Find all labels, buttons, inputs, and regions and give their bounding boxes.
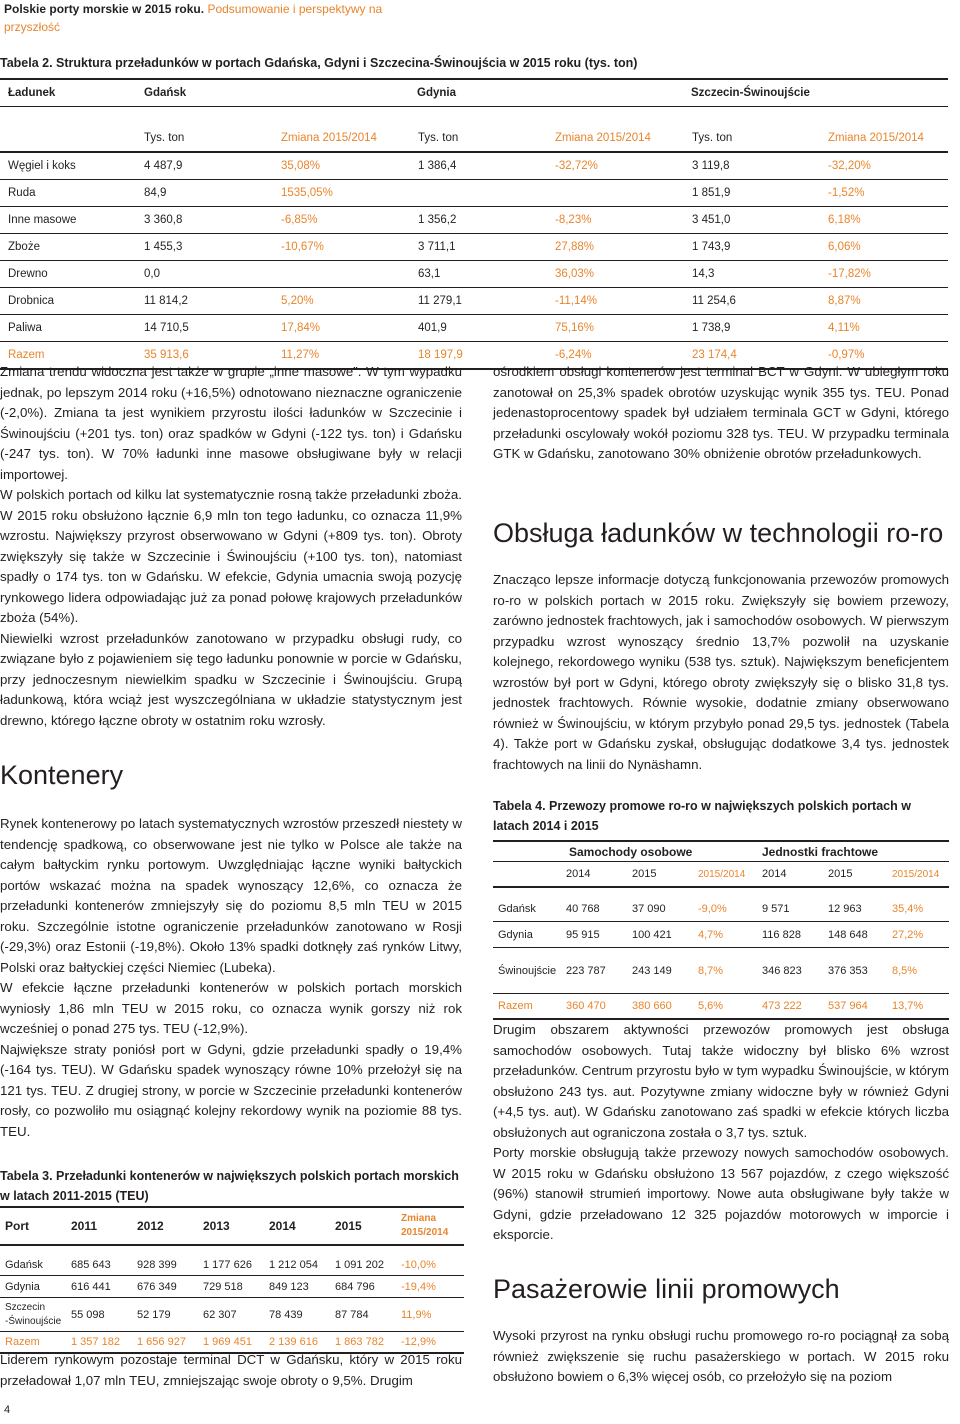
- running-subtitle: Podsumowanie i perspektywy na przyszłość: [4, 2, 383, 34]
- table4-cell: 100 421: [632, 928, 672, 941]
- table4-cell: 13,7%: [892, 1000, 924, 1012]
- table4-cell: 346 823: [762, 964, 802, 977]
- table2-cell: 4,11%: [828, 322, 860, 334]
- right-column-end: [493, 1326, 949, 1388]
- table3-cell: -12,9%: [401, 1336, 436, 1348]
- table4-subheader-cell: 2015: [828, 868, 853, 880]
- table3-cell: 729 518: [203, 1280, 243, 1293]
- table2-cell: -32,72%: [555, 160, 598, 172]
- table3-cell: 616 441: [71, 1280, 111, 1293]
- table3-cell: 1 357 182: [71, 1336, 120, 1348]
- table2-row-label: Zboże: [8, 241, 40, 253]
- table4-row: [493, 896, 949, 922]
- table2-cell: 1 738,9: [692, 322, 731, 334]
- table2-cell: -6,85%: [281, 214, 318, 226]
- section-heading-kontenery: Kontenery: [0, 760, 124, 790]
- table2-cell: 3 711,1: [418, 241, 456, 253]
- page-number: 4: [4, 1404, 11, 1416]
- table4-cell: 473 222: [762, 1000, 802, 1012]
- paragraph: Największe straty poniósł port w Gdyni, gdzie przeładunki spadły o 19,4% (-164 tys. TEU). W Gdańsku spadek wynoszący równe 10% przełożył się na 121 tys. TEU. Z drugiej strony, w porcie w Szczecinie przeładunki kontenerów rosły, co pozwoliło mu osiągnąć kolejny rekordowy wynik na poziomie 88 tys. TEU.: [0, 1041, 462, 1139]
- table3-cell: 1 177 626: [203, 1258, 252, 1271]
- table3-cell: 1 863 782: [335, 1336, 384, 1348]
- table2-cell: 17,84%: [281, 322, 321, 334]
- table3-cell: 87 784: [335, 1308, 369, 1321]
- table2-row-label: Ruda: [8, 187, 36, 199]
- paragraph: Liderem rynkowym pozostaje terminal DCT w Gdańsku, który w 2015 roku przeładował 1,07 mln TEU, zmniejszając swoje obroty o 9,5%. Drugim: [0, 1352, 462, 1388]
- table4-cell: 8,5%: [892, 964, 918, 977]
- left-column-end: [0, 1350, 462, 1391]
- table4-subheader-cell: 2015/2014: [698, 868, 746, 880]
- table2-row-label: Drewno: [8, 268, 48, 280]
- section-heading-pasazerowie: Pasażerowie linii promowych: [493, 1274, 840, 1304]
- table2-cell: -6,24%: [555, 349, 592, 361]
- table2-row-label: Drobnica: [8, 295, 55, 307]
- table3-cell: 684 796: [335, 1280, 375, 1293]
- paragraph: Zmiana trendu widoczna jest także w grupie „inne masowe”. W tym wypadku jednak, po lepszym 2014 roku (+16,5%) odnotowano nieznaczne ograniczenie (-2,0%). Zmiana ta jest wynikiem przyrostu ilości ładunków w Szczecinie i Świnoujściu (+201 tys. ton) oraz spadków w Gdyni (-122 tys. ton) i Gdańsku (-247 tys. ton). W 70% ładunki inne masowe obsługiwane były w relacji importowej.: [0, 364, 462, 482]
- table2-group: Gdańsk: [144, 87, 187, 99]
- table3-row: [0, 1276, 464, 1298]
- table3-row-label: Gdynia: [5, 1280, 40, 1293]
- table2-group: Gdynia: [417, 87, 456, 99]
- table4-cell: 376 353: [828, 964, 868, 977]
- table2-cell: 3 360,8: [144, 214, 183, 226]
- table2-cell: 11 279,1: [418, 295, 462, 307]
- table4-cell: 5,6%: [698, 1000, 724, 1012]
- table2-row: [0, 207, 948, 234]
- table2-cell: 14,3: [692, 268, 715, 280]
- table3-header-cell: 2011: [71, 1219, 98, 1233]
- table4-group-header: [493, 840, 949, 862]
- table4-subheader-cell: 2015: [632, 868, 657, 880]
- table3-cell: 1 969 451: [203, 1336, 252, 1348]
- paragraph: Porty morskie obsługują także przewozy nowych samochodów osobowych. W 2015 roku w Gdańsku obsłużono 13 567 pojazdów, z czego większość (96%) stanowił strumień importowy. Nowe auta obsługiwane były także w Gdyni, gdzie przeładowano 12 325 pojazdów motorowych w imporcie i eksporcie.: [493, 1145, 949, 1242]
- table2-cell: 3 119,8: [692, 160, 730, 172]
- table3-cell: 62 307: [203, 1308, 237, 1321]
- table4: [493, 840, 949, 1020]
- table3-header: [0, 1206, 464, 1246]
- section-heading-ro-ro: Obsługa ładunków w technologii ro-ro: [493, 518, 944, 548]
- table3-cell: 685 643: [71, 1258, 111, 1271]
- table3-row-label: Razem: [5, 1336, 40, 1348]
- table2-cell: 18 197,9: [418, 349, 463, 361]
- table2-cell: -10,67%: [281, 241, 324, 253]
- table3-cell: 849 123: [269, 1280, 309, 1293]
- table2-cell: 1 386,4: [418, 160, 457, 172]
- table3-header-cell: Zmiana 2015/2014: [401, 1213, 449, 1238]
- table3-header-cell: 2013: [203, 1219, 230, 1233]
- table2-cell: 11,27%: [281, 349, 320, 361]
- table2-cell: 1 455,3: [144, 241, 183, 253]
- table4-cell: -9,0%: [698, 902, 727, 915]
- table4-cell: 360 470: [566, 1000, 606, 1012]
- table4-cell: 37 090: [632, 902, 666, 915]
- table2-row-label: Inne masowe: [8, 214, 77, 226]
- table3-cell: 52 179: [137, 1308, 171, 1321]
- table2-cell: 35 913,6: [144, 349, 189, 361]
- table2-row-label: Paliwa: [8, 322, 42, 334]
- table3-cell: -10,0%: [401, 1258, 436, 1271]
- table2: [0, 78, 948, 370]
- table2-subheader-cell: Tys. ton: [418, 132, 459, 144]
- table4-cell: 9 571: [762, 902, 790, 915]
- table2-row: [0, 234, 948, 261]
- table2-cell: 0,0: [144, 268, 160, 280]
- table4-group: Jednostki frachtowe: [762, 844, 879, 859]
- right-column-bottom: [493, 1020, 949, 1246]
- running-title: Polskie porty morskie w 2015 roku.: [4, 2, 205, 16]
- table3-row-label: Szczecin -Świnoujście: [5, 1301, 62, 1327]
- paragraph: Znacząco lepsze informacje dotyczą funkcjonowania przewozów promowych ro-ro w polskich portach w 2015 roku. Zwiększyły się bowiem przewozy, zarówno jednostek frachtowych, jak i samochodów osobowych. W pierwszym przypadku wzrost wynoszący średnio 13,7% pozwolił na uzyskanie kolejnego, rekordowego wyniku (538 tys. sztuk). Największym beneficjentem wzrostów był port w Gdyni, którego obroty zwiększyły się o blisko 31,8 tys. jednostek frachtowych. Równie wysokie, dodatnie zmiany obserwowano również w Świnoujściu, w którym przybyło ponad 29,5 tys. jednostek (Tabela 4). Także port w Gdańsku zyskał, obsługując dodatkowe 3,4 tys. jednostek frachtowych na linii do Nynäshamn.: [493, 572, 949, 772]
- table2-cell: -17,82%: [828, 268, 871, 280]
- table2-group-header: [0, 78, 948, 107]
- table2-group: Szczecin-Świnoujście: [691, 87, 810, 99]
- table2-cell: 75,16%: [555, 322, 595, 334]
- table3-cell: 928 399: [137, 1258, 177, 1271]
- table2-cell: 6,18%: [828, 214, 861, 226]
- table3-cell: 78 439: [269, 1308, 303, 1321]
- paragraph: ośrodkiem obsługi kontenerów jest terminal BCT w Gdyni. W ubiegłym roku zanotował on 25,3% spadek obrotów uzyskując wynik 355 tys. TEU. Ponad jedenastoprocentowy spadek był udziałem terminala GCT w Gdyni, którego przeładunki oscylowały wokół poziomu 328 tys. TEU. W przypadku terminala GTK w Gdańsku, zanotowano 30% obniżenie obrotów przeładunkowych.: [493, 364, 949, 461]
- table4-row: [493, 994, 949, 1020]
- table4-caption: Tabela 4. Przewozy promowe ro-ro w największych polskich portach w latach 2014 i 2015: [493, 799, 911, 833]
- table2-cell: 11 814,2: [144, 295, 188, 307]
- paragraph: W polskich portach od kilku lat systematycznie rosną także przeładunki zboża. W 2015 roku obsłużono łącznie 6,9 mln ton tego ładunku, co oznacza 11,9% wzrostu. Największy przyrost obserwowano w Gdyni (+809 tys. ton). Obroty zwiększyły się także w Szczecinie i Świnoujściu (+100 tys. ton), natomiast spadły o 174 tys. ton w Gdańsku. W efekcie, Gdynia umacnia swoją pozycję rynkowego lidera odpowiadając już za ponad połowę krajowych przeładunków zboża (54%).: [0, 487, 462, 625]
- table2-row: [0, 153, 948, 180]
- table3-cell: 2 139 616: [269, 1336, 318, 1348]
- table4-cell: 27,2%: [892, 928, 924, 941]
- table3-header-cell: 2014: [269, 1219, 296, 1233]
- table2-cell: -32,20%: [828, 160, 871, 172]
- table4-cell: 4,7%: [698, 928, 724, 941]
- table2-caption: Tabela 2. Struktura przeładunków w portach Gdańska, Gdyni i Szczecina-Świnoujścia w 2015 roku (tys. ton): [0, 56, 638, 70]
- table2-cell: 6,06%: [828, 241, 861, 253]
- paragraph: Rynek kontenerowy po latach systematycznych wzrostów przeszedł niestety w tendencję spadkową, co obserwowane jest nie tylko w Polsce ale także na całym bałtyckim rynku portowym. Uwzględniając łączne wyniki bałtyckich portów wskazać można na spadek wynoszący 12,6%, co oznacza że przeładunki kontenerów zmniejszyły się do poziomu 8,5 mln TEU w 2015 roku. Szczególnie istotne ograniczenie przeładunków zanotowano w Rosji (-29,3%) oraz Estonii (-19,8%). Około 13% spadki dotknęły zaś rynków Litwy, Polski oraz bałtyckiej części Niemiec (Lubeka).: [0, 816, 462, 975]
- table2-row: [0, 180, 948, 207]
- left-column-top: [0, 362, 462, 731]
- paragraph: W efekcie łączne przeładunki kontenerów w polskich portach morskich wyniosły 1,86 mln TEU w 2015 roku, co oznacza wynik gorszy niż rok wcześniej o ponad 275 tys. TEU (-12,9%).: [0, 980, 462, 1036]
- table2-cell: 1 851,9: [692, 187, 731, 199]
- table3-cell: 11,9%: [401, 1308, 432, 1321]
- table3-cell: 1 656 927: [137, 1336, 186, 1348]
- table2-cell: -8,23%: [555, 214, 592, 226]
- table4-row: [493, 948, 949, 994]
- table2-spacer: [0, 107, 948, 125]
- table2-cell: 84,9: [144, 187, 167, 199]
- table4-cell: 243 149: [632, 964, 672, 977]
- table4-cell: 35,4%: [892, 902, 924, 915]
- table4-subheader-cell: 2014: [566, 868, 591, 880]
- table4-cell: 116 828: [762, 928, 801, 941]
- table3-header-cell: Port: [5, 1219, 29, 1233]
- table2-cell: 1 356,2: [418, 214, 457, 226]
- table3-header-cell: 2015: [335, 1219, 362, 1233]
- paragraph: Drugim obszarem aktywności przewozów promowych jest obsługa samochodów osobowych. Tutaj także widoczny był blisko 6% wzrost przeładunków. Centrum przyrostu było w tym wypadku Świnoujście, w którym obsłużono 243 tys. aut. Pozytywne zmiany widoczne były w również Gdyni (+4,5 tys. aut). W Gdańsku zanotowano zaś spadki w efekcie których liczba obsłużonych aut ograniczona została o 3,7 tys. sztuk.: [493, 1022, 949, 1140]
- table2-cell: 4 487,9: [144, 160, 183, 172]
- table3-cell: 1 212 054: [269, 1258, 318, 1271]
- table3-cell: 1 091 202: [335, 1258, 384, 1271]
- table2-cell: 3 451,0: [692, 214, 731, 226]
- table4-cell: 40 768: [566, 902, 600, 915]
- right-column-middle: [493, 570, 949, 775]
- table4-row-label: Razem: [498, 1000, 533, 1012]
- table3-cell: -19,4%: [401, 1280, 436, 1293]
- table2-subheader-cell: Tys. ton: [692, 132, 733, 144]
- table2-col-label: Ładunek: [8, 87, 56, 99]
- table2-cell: 63,1: [418, 268, 441, 280]
- table4-row: [493, 922, 949, 948]
- table2-cell: -1,52%: [828, 187, 865, 199]
- table2-cell: 23 174,4: [692, 349, 737, 361]
- table2-cell: 14 710,5: [144, 322, 189, 334]
- table2-cell: -11,14%: [555, 295, 597, 307]
- table3-cell: 55 098: [71, 1308, 105, 1321]
- table4-row-label: Świnoujście: [498, 964, 557, 977]
- left-column-bottom: [0, 814, 462, 1142]
- table4-cell: 380 660: [632, 1000, 672, 1012]
- table2-row-label: Razem: [8, 349, 45, 361]
- table4-subheader: [493, 862, 949, 888]
- table2-row: [0, 288, 948, 315]
- paragraph: Wysoki przyrost na rynku obsługi ruchu promowego ro-ro pociągnął za sobą również zwiększenie się ruchu pasażerskiego w portach. W 2015 roku obsłużono bowiem o 6,3% więcej osób, co przełożyło się na poziom: [493, 1328, 949, 1384]
- table2-subheader-cell: Tys. ton: [144, 132, 185, 144]
- table3-header-cell: 2012: [137, 1219, 164, 1233]
- table2-cell: 8,87%: [828, 295, 861, 307]
- right-column-top: [493, 362, 949, 465]
- table3-caption: Tabela 3. Przeładunki kontenerów w największych polskich portach morskich w latach 2011-2015 (TEU): [0, 1169, 459, 1203]
- table3-cell: 676 349: [137, 1280, 177, 1293]
- table2-cell: 27,88%: [555, 241, 595, 253]
- table2-cell: 1 743,9: [692, 241, 731, 253]
- table4-cell: 223 787: [566, 964, 606, 977]
- table4-subheader-cell: 2014: [762, 868, 787, 880]
- table4-subheader-cell: 2015/2014: [892, 868, 940, 880]
- table2-row: [0, 261, 948, 288]
- table4-group: Samochody osobowe: [569, 844, 693, 859]
- table3-row: [0, 1254, 464, 1276]
- table3-row-label: Gdańsk: [5, 1258, 43, 1271]
- table2-subheader-cell: Zmiana 2015/2014: [281, 132, 377, 144]
- table2-subheader-cell: Zmiana 2015/2014: [555, 132, 651, 144]
- table3-row: [0, 1298, 464, 1332]
- table4-cell: 95 915: [566, 928, 600, 941]
- table2-subheader: [0, 125, 948, 153]
- table2-cell: 36,03%: [555, 268, 595, 280]
- table2-cell: 11 254,6: [692, 295, 736, 307]
- table4-cell: 148 648: [828, 928, 868, 941]
- table2-cell: -0,97%: [828, 349, 865, 361]
- table2-cell: 401,9: [418, 322, 447, 334]
- table3: [0, 1206, 464, 1354]
- table2-row: [0, 315, 948, 342]
- table4-row-label: Gdańsk: [498, 902, 536, 915]
- table4-row-label: Gdynia: [498, 928, 533, 941]
- table2-cell: 35,08%: [281, 160, 321, 172]
- table4-cell: 537 964: [828, 1000, 868, 1012]
- table2-cell: 1535,05%: [281, 187, 333, 199]
- table2-subheader-cell: Zmiana 2015/2014: [828, 132, 924, 144]
- table4-cell: 8,7%: [698, 964, 724, 977]
- running-header: [0, 0, 424, 34]
- table2-row-label: Węgiel i koks: [8, 160, 76, 172]
- paragraph: Niewielki wzrost przeładunków zanotowano w przypadku obsługi rudy, co związane było z pojawieniem się tego ładunku ponownie w porcie w Gdańsku, przy jednoczesnym niewielkim spadku w Szczecinie i Świnoujściu. Grupą ładunkową, która wciąż jest wyszczególniana w układzie statystycznym jest drewno, którego łączne obroty w ostatnim roku wzrosły.: [0, 630, 462, 728]
- table4-cell: 12 963: [828, 902, 862, 915]
- table2-cell: 5,20%: [281, 295, 314, 307]
